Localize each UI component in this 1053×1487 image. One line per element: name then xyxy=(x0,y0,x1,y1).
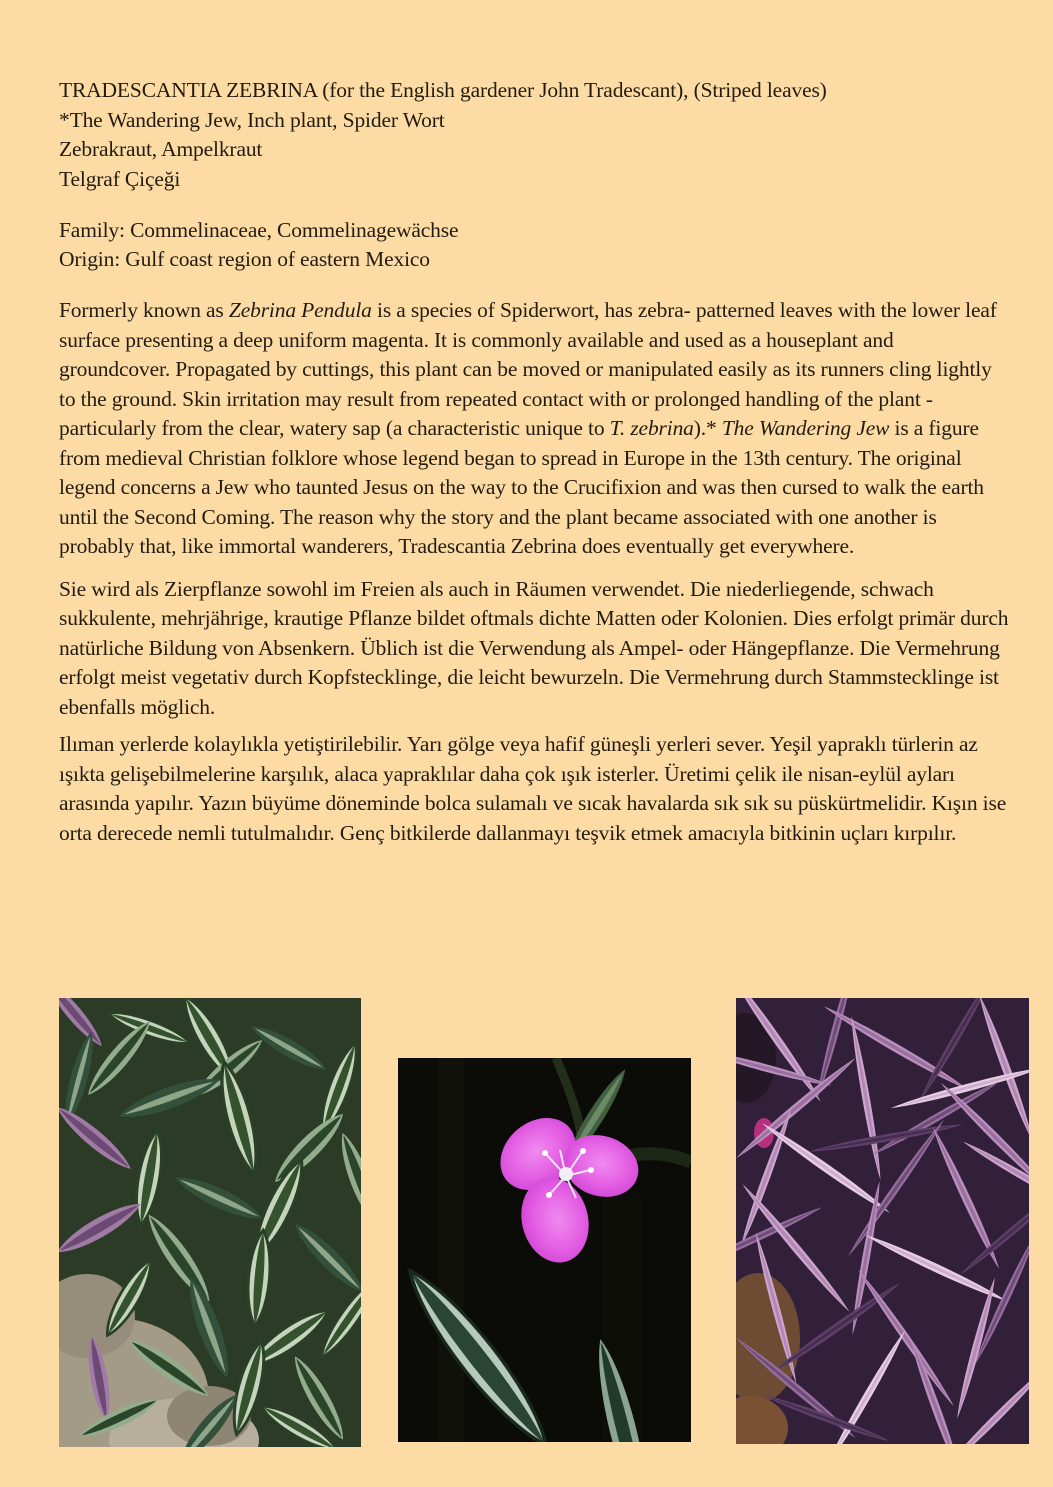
purple-foliage-image xyxy=(736,998,1029,1444)
zebrina-foliage-image xyxy=(59,998,361,1447)
photo-zebrina-foliage xyxy=(59,998,361,1447)
page-title: TRADESCANTIA ZEBRINA (for the English gardener John Tradescant), (Striped leaves) xyxy=(59,78,827,102)
text-column xyxy=(59,60,1009,848)
paragraph-german: Sie wird als Zierpflanze sowohl im Freien als auch in Räumen verwendet. Die niederliegende, schwach sukkulente, mehrjährige, krautige Pflanze bildet oftmals dichte Matten oder Kolonien. Dies erfolgt primär durch natürliche Bildung von Absenkern. Üblich ist die Verwendung als Ampel- oder Hängepflanze. Die Vermehrung erfolgt meist vegetativ durch Kopfstecklinge, die leicht bewurzeln. Die Vermehrung durch Stammstecklinge ist ebenfalls möglich. xyxy=(59,576,1009,719)
english-segment: is a figure from medieval Christian folklore whose legend began to spread in Europe in the 13th century. The original legend concerns a Jew who taunted Jesus on the way to the Crucifixion and was then cursed to walk the earth until the Second Coming. The reason why the story and the plant became associated with one another is probably that, like immortal wanderers, Tradescantia Zebrina does eventually get everywhere. xyxy=(59,416,984,558)
english-segment-italic: The Wandering Jew xyxy=(721,416,890,440)
zebrina-flower-image xyxy=(398,1058,691,1442)
english-segment: is a species of Spiderwort, has zebra- patterned leaves with the lower leaf surface presenting a deep uniform magenta. It is commonly available and used as a houseplant and groundcover. Propagated by cuttings, this plant can be moved or manipulated easily as its runners cling lightly to the ground. Skin irritation may result from repeated contact with or prolonged handling of the plant - particularly from the clear, watery sap (a characteristic unique to xyxy=(59,298,997,440)
photo-zebrina-flower xyxy=(398,1058,691,1442)
german-names-line: Zebrakraut, Ampelkraut xyxy=(59,137,263,161)
paragraph-english xyxy=(59,296,1009,562)
origin-line: Origin: Gulf coast region of eastern Mexico xyxy=(59,247,430,271)
english-segment: Formerly known as xyxy=(59,298,229,322)
english-segment-italic: Zebrina Pendula xyxy=(228,298,372,322)
common-names-line: *The Wandering Jew, Inch plant, Spider Wort xyxy=(59,107,445,132)
photo-purple-foliage xyxy=(736,998,1029,1444)
english-segment-italic: T. zebrina xyxy=(609,416,694,440)
english-segment: ).* xyxy=(693,416,722,440)
family-line: Family: Commelinaceae, Commelinagewächse xyxy=(59,217,459,242)
turkish-name-line: Telgraf Çiçeği xyxy=(59,166,181,191)
paragraph-turkish: Ilıman yerlerde kolaylıkla yetiştirilebilir. Yarı gölge veya hafif güneşli yerleri sever. Yeşil yapraklı türlerin az ışıkta gelişebilmelerine karşılık, alaca yapraklılar daha çok ışık isterler. Üretimi çelik ile nisan-eylül ayları arasında yapılır. Yazın büyüme döneminde bolca sulamalı ve sıcak havalarda sık sık su püskürtmelidir. Kışın ise orta derecede nemli tutulmalıdır. Genç bitkilerde dallanmayı teşvik etmek amacıyla bitkinin uçları kırpılır. xyxy=(59,732,1007,845)
